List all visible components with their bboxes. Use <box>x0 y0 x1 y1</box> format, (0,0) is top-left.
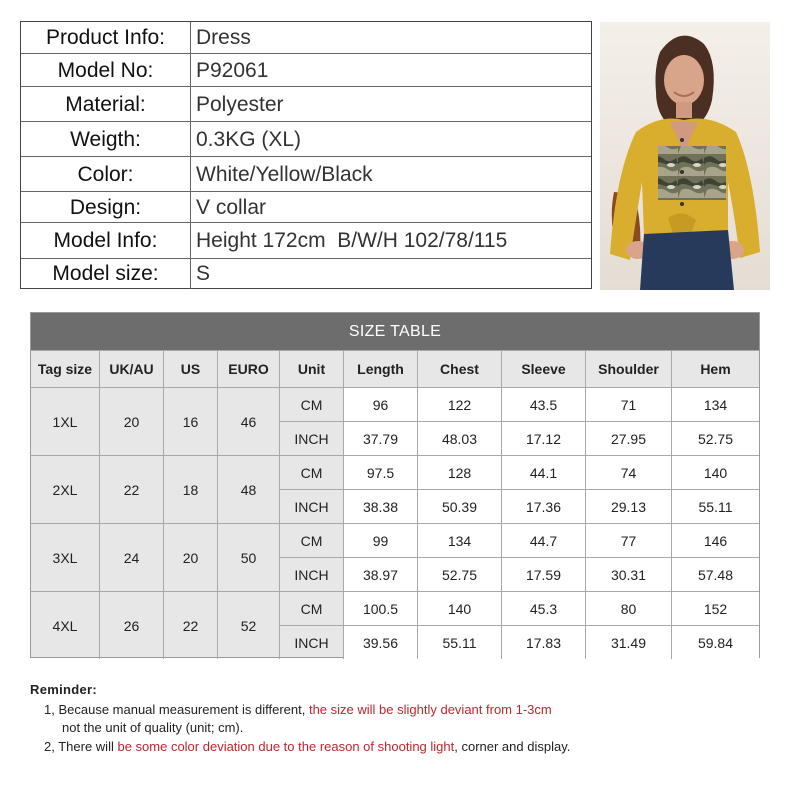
measure-inch-cell: 39.56 <box>343 625 417 659</box>
euro-size-cell: 46 <box>217 387 279 455</box>
uk-size-cell: 24 <box>99 523 163 591</box>
size-table <box>30 312 760 658</box>
uk-size-cell: 22 <box>99 455 163 523</box>
euro-size-cell: 50 <box>217 523 279 591</box>
info-row <box>21 22 591 53</box>
measure-inch-cell: 57.48 <box>671 557 759 591</box>
measure-cm-cell: 45.3 <box>501 591 585 625</box>
reminder-line-1 <box>44 702 552 717</box>
measure-cm-cell: 128 <box>417 455 501 489</box>
measure-inch-cell: 55.11 <box>671 489 759 523</box>
header-length: Length <box>343 350 417 387</box>
header-us: US <box>163 350 217 387</box>
product-info-table <box>20 21 592 289</box>
tag-size-cell: 3XL <box>31 523 99 591</box>
header-shoulder: Shoulder <box>585 350 671 387</box>
header-hem: Hem <box>671 350 759 387</box>
us-size-cell: 22 <box>163 591 217 659</box>
header-uk-au: UK/AU <box>99 350 163 387</box>
measure-inch-cell: 31.49 <box>585 625 671 659</box>
measure-cm-cell: 152 <box>671 591 759 625</box>
header-unit: Unit <box>279 350 343 387</box>
measure-inch-cell: 37.79 <box>343 421 417 455</box>
measure-cm-cell: 97.5 <box>343 455 417 489</box>
unit-cm-cell: CM <box>279 591 343 625</box>
measure-inch-cell: 59.84 <box>671 625 759 659</box>
info-row <box>21 156 591 192</box>
reminder-line-2-tail: , corner and display. <box>454 739 571 754</box>
info-value: V collar <box>196 195 267 219</box>
header-euro: EURO <box>217 350 279 387</box>
info-row <box>21 86 591 122</box>
unit-inch-cell: INCH <box>279 421 343 455</box>
unit-cm-cell: CM <box>279 387 343 421</box>
info-row <box>21 191 591 223</box>
measure-cm-cell: 74 <box>585 455 671 489</box>
reminder-title: Reminder: <box>30 682 97 697</box>
info-label: Model Info: <box>21 223 191 259</box>
measure-inch-cell: 17.12 <box>501 421 585 455</box>
info-label: Model No: <box>21 54 191 87</box>
unit-cm-cell: CM <box>279 523 343 557</box>
measure-cm-cell: 44.1 <box>501 455 585 489</box>
measure-inch-cell: 38.38 <box>343 489 417 523</box>
measure-cm-cell: 134 <box>671 387 759 421</box>
info-label: Product Info: <box>21 22 191 53</box>
reminder-line-1-text: 1, Because manual measurement is different, <box>44 702 309 717</box>
model-photo <box>600 22 770 290</box>
unit-inch-cell: INCH <box>279 625 343 659</box>
reminder-line-2-text: 2, There will <box>44 739 118 754</box>
info-label: Weigth: <box>21 122 191 157</box>
reminder-line-2-highlight: be some color deviation due to the reason of shooting light <box>117 739 455 754</box>
info-value: P92061 <box>196 58 269 82</box>
header-chest: Chest <box>417 350 501 387</box>
us-size-cell: 18 <box>163 455 217 523</box>
euro-size-cell: 48 <box>217 455 279 523</box>
measure-cm-cell: 44.7 <box>501 523 585 557</box>
measure-inch-cell: 55.11 <box>417 625 501 659</box>
measure-cm-cell: 80 <box>585 591 671 625</box>
measure-cm-cell: 43.5 <box>501 387 585 421</box>
tag-size-cell: 4XL <box>31 591 99 659</box>
measure-inch-cell: 30.31 <box>585 557 671 591</box>
info-value: White/Yellow/Black <box>196 162 373 186</box>
uk-size-cell: 26 <box>99 591 163 659</box>
measure-inch-cell: 27.95 <box>585 421 671 455</box>
info-value: S <box>196 262 211 285</box>
header-tag-size: Tag size <box>31 350 99 387</box>
measure-inch-cell: 52.75 <box>417 557 501 591</box>
info-row <box>21 222 591 259</box>
measure-cm-cell: 96 <box>343 387 417 421</box>
measure-cm-cell: 122 <box>417 387 501 421</box>
info-value: 0.3KG (XL) <box>196 127 302 151</box>
measure-cm-cell: 71 <box>585 387 671 421</box>
measure-cm-cell: 140 <box>671 455 759 489</box>
measure-inch-cell: 17.83 <box>501 625 585 659</box>
info-row <box>21 53 591 87</box>
info-label: Model size: <box>21 259 191 289</box>
unit-cm-cell: CM <box>279 455 343 489</box>
measure-inch-cell: 17.36 <box>501 489 585 523</box>
measure-cm-cell: 134 <box>417 523 501 557</box>
unit-inch-cell: INCH <box>279 489 343 523</box>
reminder-line-2 <box>44 739 570 754</box>
info-row <box>21 258 591 289</box>
measure-cm-cell: 146 <box>671 523 759 557</box>
measure-cm-cell: 100.5 <box>343 591 417 625</box>
uk-size-cell: 20 <box>99 387 163 455</box>
measure-cm-cell: 77 <box>585 523 671 557</box>
info-value: Polyester <box>196 92 284 116</box>
reminder-line-1-cont: not the unit of quality (unit; cm). <box>62 720 244 735</box>
header-sleeve: Sleeve <box>501 350 585 387</box>
size-table-title: SIZE TABLE <box>31 313 759 350</box>
info-label: Design: <box>21 192 191 223</box>
reminder-line-1-highlight: the size will be slightly deviant from 1-3cm <box>308 702 552 717</box>
euro-size-cell: 52 <box>217 591 279 659</box>
info-label: Material: <box>21 87 191 122</box>
us-size-cell: 20 <box>163 523 217 591</box>
us-size-cell: 16 <box>163 387 217 455</box>
measure-inch-cell: 29.13 <box>585 489 671 523</box>
info-value: Dress <box>196 25 251 49</box>
unit-inch-cell: INCH <box>279 557 343 591</box>
tag-size-cell: 2XL <box>31 455 99 523</box>
tag-size-cell: 1XL <box>31 387 99 455</box>
model-photo-illustration <box>600 22 770 290</box>
info-row <box>21 121 591 157</box>
measure-inch-cell: 50.39 <box>417 489 501 523</box>
info-value: Height 172cm B/W/H 102/78/115 <box>196 229 508 252</box>
measure-inch-cell: 17.59 <box>501 557 585 591</box>
measure-cm-cell: 140 <box>417 591 501 625</box>
measure-inch-cell: 52.75 <box>671 421 759 455</box>
measure-cm-cell: 99 <box>343 523 417 557</box>
info-label: Color: <box>21 157 191 192</box>
measure-inch-cell: 48.03 <box>417 421 501 455</box>
measure-inch-cell: 38.97 <box>343 557 417 591</box>
